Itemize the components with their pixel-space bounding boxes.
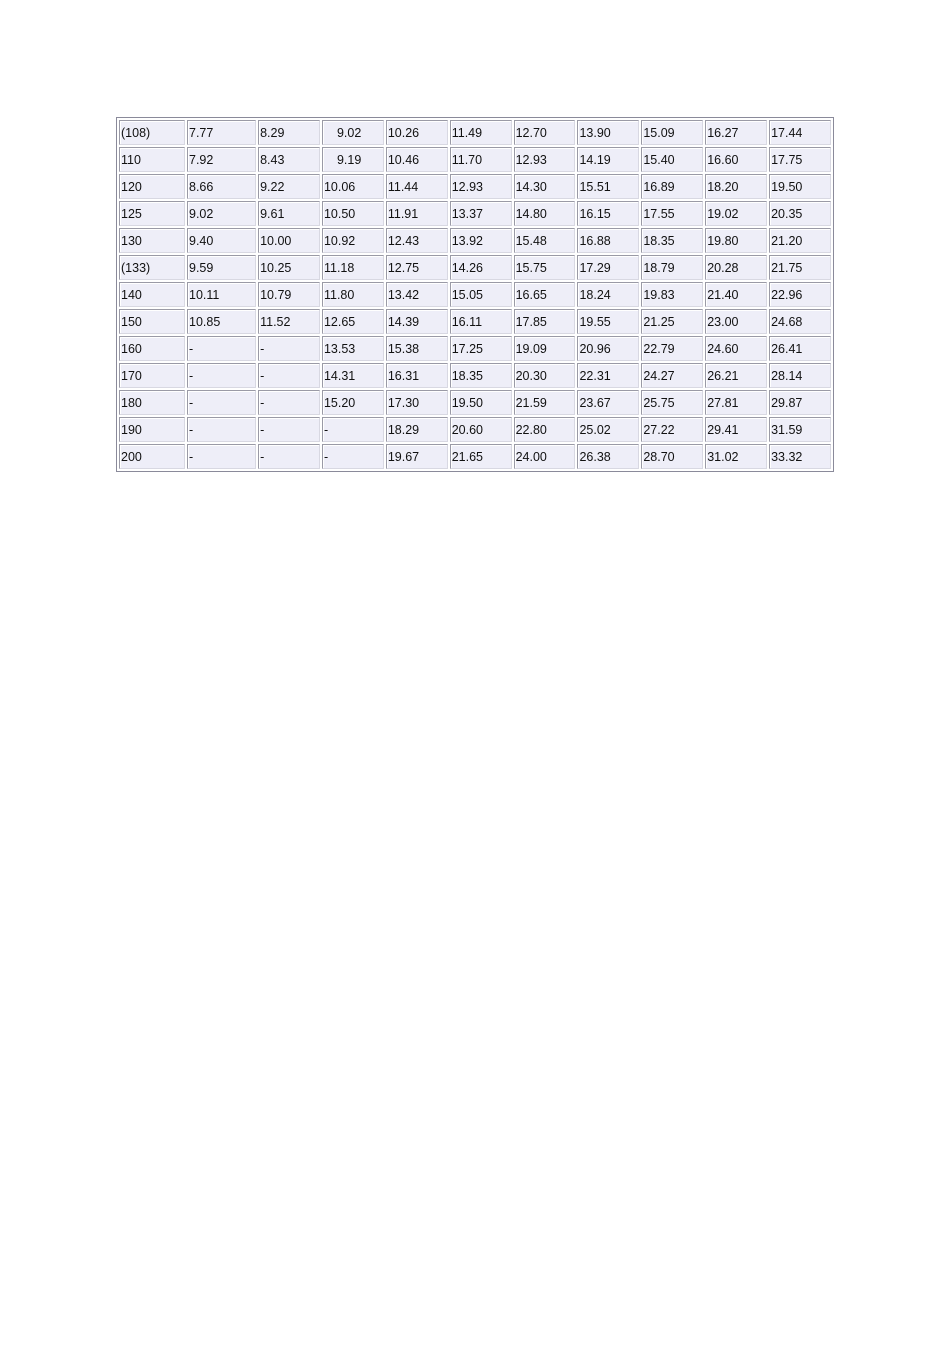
row-header-cell: (108) <box>119 120 185 145</box>
table-cell: 12.75 <box>386 255 448 280</box>
table-cell: 19.02 <box>705 201 767 226</box>
table-cell: - <box>258 336 320 361</box>
table-cell: 9.59 <box>187 255 256 280</box>
table-cell: 15.05 <box>450 282 512 307</box>
table-cell: 13.90 <box>577 120 639 145</box>
table-cell: - <box>258 363 320 388</box>
table-cell: 20.60 <box>450 417 512 442</box>
table-cell: 16.88 <box>577 228 639 253</box>
table-cell: 25.75 <box>641 390 703 415</box>
table-cell: 15.38 <box>386 336 448 361</box>
table-cell: 18.29 <box>386 417 448 442</box>
table-cell: 18.35 <box>641 228 703 253</box>
table-cell: 12.65 <box>322 309 384 334</box>
table-cell: 21.20 <box>769 228 831 253</box>
table-cell: 12.93 <box>514 147 576 172</box>
table-cell: - <box>258 390 320 415</box>
table-cell: 14.26 <box>450 255 512 280</box>
table-cell: 15.09 <box>641 120 703 145</box>
table-cell: 11.44 <box>386 174 448 199</box>
table-cell: 17.75 <box>769 147 831 172</box>
table-cell: 33.32 <box>769 444 831 469</box>
table-cell: 19.09 <box>514 336 576 361</box>
table-cell: - <box>187 336 256 361</box>
table-cell: 16.11 <box>450 309 512 334</box>
table-cell: 25.02 <box>577 417 639 442</box>
table-cell: 11.91 <box>386 201 448 226</box>
table-cell: 11.52 <box>258 309 320 334</box>
table-cell: 9.40 <box>187 228 256 253</box>
table-cell: 16.89 <box>641 174 703 199</box>
table-cell: - <box>187 444 256 469</box>
table-cell: 21.75 <box>769 255 831 280</box>
table-cell: - <box>258 444 320 469</box>
table-cell: 10.26 <box>386 120 448 145</box>
table-cell: 18.35 <box>450 363 512 388</box>
table-cell: 7.92 <box>187 147 256 172</box>
row-header-cell: 200 <box>119 444 185 469</box>
table-cell: 9.61 <box>258 201 320 226</box>
table-cell: 10.11 <box>187 282 256 307</box>
table-cell: 10.92 <box>322 228 384 253</box>
table-cell: 15.40 <box>641 147 703 172</box>
table-cell: 24.60 <box>705 336 767 361</box>
table-cell: 24.68 <box>769 309 831 334</box>
row-header-cell: 160 <box>119 336 185 361</box>
table-cell: 17.44 <box>769 120 831 145</box>
table-cell: 19.67 <box>386 444 448 469</box>
table-cell: 20.28 <box>705 255 767 280</box>
table-cell: 29.41 <box>705 417 767 442</box>
table-cell: 18.79 <box>641 255 703 280</box>
table-cell: 21.65 <box>450 444 512 469</box>
table-cell: 22.96 <box>769 282 831 307</box>
table-cell: 10.79 <box>258 282 320 307</box>
table-cell: - <box>322 417 384 442</box>
table-cell: 14.80 <box>514 201 576 226</box>
table-cell: 20.30 <box>514 363 576 388</box>
table-cell: 22.80 <box>514 417 576 442</box>
table-row <box>119 417 831 442</box>
table-cell: 14.30 <box>514 174 576 199</box>
table-row <box>119 336 831 361</box>
table-cell: 7.77 <box>187 120 256 145</box>
table-row <box>119 201 831 226</box>
table-cell: 26.21 <box>705 363 767 388</box>
table-cell: 26.41 <box>769 336 831 361</box>
table-cell: 11.70 <box>450 147 512 172</box>
table-cell: 23.67 <box>577 390 639 415</box>
row-header-cell: 130 <box>119 228 185 253</box>
table-cell: 26.38 <box>577 444 639 469</box>
table-cell: 21.59 <box>514 390 576 415</box>
table-cell: 12.43 <box>386 228 448 253</box>
table-cell: 19.80 <box>705 228 767 253</box>
row-header-cell: 180 <box>119 390 185 415</box>
table-cell: 21.40 <box>705 282 767 307</box>
table-cell: 14.19 <box>577 147 639 172</box>
table-cell: 24.27 <box>641 363 703 388</box>
table-cell: 9.02 <box>187 201 256 226</box>
table-cell: 10.50 <box>322 201 384 226</box>
table-row <box>119 282 831 307</box>
table-cell: 15.20 <box>322 390 384 415</box>
row-header-cell: 125 <box>119 201 185 226</box>
table-cell: 28.70 <box>641 444 703 469</box>
table-cell: 16.15 <box>577 201 639 226</box>
table-cell: 19.83 <box>641 282 703 307</box>
table-cell: 13.42 <box>386 282 448 307</box>
table-cell: 16.60 <box>705 147 767 172</box>
table-row <box>119 309 831 334</box>
table-cell: - <box>258 417 320 442</box>
table-cell: 15.75 <box>514 255 576 280</box>
table-cell: 10.06 <box>322 174 384 199</box>
table-cell: 12.70 <box>514 120 576 145</box>
table-cell: 28.14 <box>769 363 831 388</box>
table-cell: 11.80 <box>322 282 384 307</box>
table-cell: - <box>187 390 256 415</box>
table-cell: 22.79 <box>641 336 703 361</box>
table-cell: 17.55 <box>641 201 703 226</box>
table-cell: 15.51 <box>577 174 639 199</box>
table-row <box>119 444 831 469</box>
row-header-cell: 110 <box>119 147 185 172</box>
table-cell: 21.25 <box>641 309 703 334</box>
table-cell: 18.24 <box>577 282 639 307</box>
table-cell: 9.19 <box>322 147 384 172</box>
row-header-cell: 120 <box>119 174 185 199</box>
table-cell: - <box>187 363 256 388</box>
table-cell: 22.31 <box>577 363 639 388</box>
row-header-cell: 190 <box>119 417 185 442</box>
table-cell: 16.65 <box>514 282 576 307</box>
table-cell: 8.43 <box>258 147 320 172</box>
table-row <box>119 390 831 415</box>
table-cell: 13.37 <box>450 201 512 226</box>
table-cell: - <box>322 444 384 469</box>
table-cell: 31.59 <box>769 417 831 442</box>
table-cell: 11.18 <box>322 255 384 280</box>
table-row <box>119 174 831 199</box>
row-header-cell: 150 <box>119 309 185 334</box>
table-cell: 20.35 <box>769 201 831 226</box>
table-row <box>119 120 831 145</box>
table-cell: 10.25 <box>258 255 320 280</box>
table-cell: 16.27 <box>705 120 767 145</box>
table-cell: 27.22 <box>641 417 703 442</box>
table-cell: 27.81 <box>705 390 767 415</box>
table-cell: 16.31 <box>386 363 448 388</box>
row-header-cell: 170 <box>119 363 185 388</box>
table-body <box>119 120 831 469</box>
table-cell: 17.25 <box>450 336 512 361</box>
table-row <box>119 228 831 253</box>
table-cell: 14.39 <box>386 309 448 334</box>
row-header-cell: 140 <box>119 282 185 307</box>
table-cell: 9.22 <box>258 174 320 199</box>
table-cell: 17.29 <box>577 255 639 280</box>
table-cell: 19.50 <box>450 390 512 415</box>
table-cell: 10.00 <box>258 228 320 253</box>
table-cell: 10.46 <box>386 147 448 172</box>
table-row <box>119 255 831 280</box>
table-cell: 11.49 <box>450 120 512 145</box>
table-cell: 13.53 <box>322 336 384 361</box>
row-header-cell: (133) <box>119 255 185 280</box>
table-row <box>119 147 831 172</box>
table-cell: 24.00 <box>514 444 576 469</box>
table-cell: 12.93 <box>450 174 512 199</box>
table-cell: 18.20 <box>705 174 767 199</box>
table-cell: 10.85 <box>187 309 256 334</box>
table-cell: 14.31 <box>322 363 384 388</box>
table-cell: 8.29 <box>258 120 320 145</box>
table-cell: 19.50 <box>769 174 831 199</box>
table-cell: 17.30 <box>386 390 448 415</box>
table-cell: - <box>187 417 256 442</box>
table-cell: 9.02 <box>322 120 384 145</box>
table-cell: 29.87 <box>769 390 831 415</box>
data-table <box>116 117 834 472</box>
table-cell: 31.02 <box>705 444 767 469</box>
table-cell: 20.96 <box>577 336 639 361</box>
table-cell: 23.00 <box>705 309 767 334</box>
table-cell: 8.66 <box>187 174 256 199</box>
table-row <box>119 363 831 388</box>
table-cell: 19.55 <box>577 309 639 334</box>
table-cell: 13.92 <box>450 228 512 253</box>
table-cell: 17.85 <box>514 309 576 334</box>
table-cell: 15.48 <box>514 228 576 253</box>
